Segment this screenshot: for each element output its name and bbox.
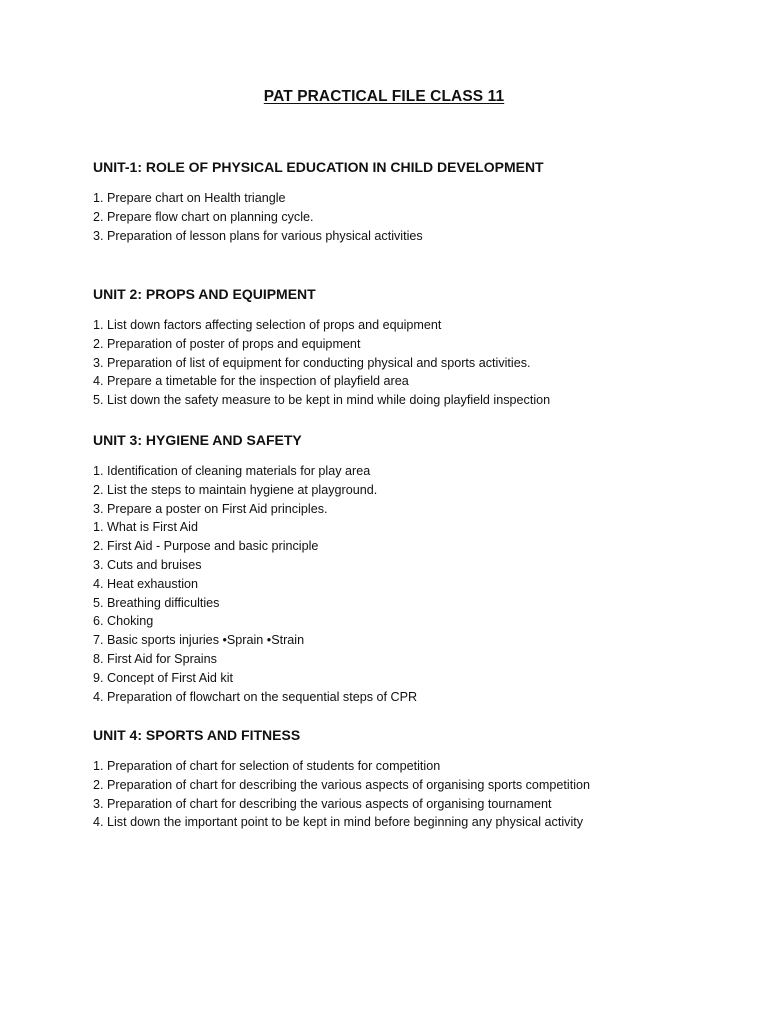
list-item: 7. Basic sports injuries •Sprain •Strain: [93, 633, 305, 648]
list-item: 2. Prepare flow chart on planning cycle.: [93, 209, 314, 224]
list-item: 3. Cuts and bruises: [93, 557, 202, 572]
document-title: PAT PRACTICAL FILE CLASS 11: [263, 88, 505, 105]
list-item: 9. Concept of First Aid kit: [93, 670, 233, 685]
list-item: 1. Preparation of chart for selection of students for competition: [93, 759, 441, 773]
list-item: 5. List down the safety measure to be kept in mind while doing playfield inspection: [93, 393, 551, 408]
list-item: 4. Prepare a timetable for the inspection of playfield area: [93, 374, 409, 389]
list-item: 8. First Aid for Sprains: [93, 651, 217, 666]
list-item: 4. List down the important point to be kept in mind before beginning any physical activity: [93, 815, 584, 830]
list-item: 2. List the steps to maintain hygiene at playground.: [93, 482, 378, 497]
unit-3-section: [93, 430, 693, 706]
list-item: 3. Prepare a poster on First Aid principles.: [93, 501, 328, 516]
unit-3-item-list: [93, 462, 693, 706]
list-item: 5. Breathing difficulties: [93, 595, 220, 610]
unit-2-section: [93, 284, 693, 410]
unit-2-heading: UNIT 2: PROPS AND EQUIPMENT: [93, 286, 316, 302]
unit-4-item-list: [93, 757, 693, 832]
list-item: 1. Prepare chart on Health triangle: [93, 191, 286, 205]
list-item: 1. Identification of cleaning materials for play area: [93, 464, 371, 478]
list-item: 2. First Aid - Purpose and basic principle: [93, 539, 319, 554]
unit-1-item-list: [93, 189, 693, 245]
list-item: 4. Preparation of flowchart on the sequential steps of CPR: [93, 689, 418, 704]
list-item: 4. Heat exhaustion: [93, 576, 199, 591]
unit-1-section: [93, 157, 693, 245]
list-item: 1. List down factors affecting selection of props and equipment: [93, 318, 442, 332]
list-item: 2. Preparation of poster of props and equipment: [93, 336, 361, 351]
unit-1-heading: UNIT-1: ROLE OF PHYSICAL EDUCATION IN CHILD DEVELOPMENT: [93, 159, 544, 175]
list-item: 6. Choking: [93, 614, 154, 629]
list-item: 3. Preparation of lesson plans for various physical activities: [93, 228, 423, 243]
unit-2-item-list: [93, 316, 693, 410]
list-item: 3. Preparation of chart for describing the various aspects of organising tournament: [93, 796, 552, 811]
unit-4-heading: UNIT 4: SPORTS AND FITNESS: [93, 727, 301, 743]
list-item: 2. Preparation of chart for describing the various aspects of organising sports competition: [93, 777, 591, 792]
unit-3-heading: UNIT 3: HYGIENE AND SAFETY: [93, 432, 302, 448]
list-item: 3. Preparation of list of equipment for conducting physical and sports activities.: [93, 355, 531, 370]
unit-4-section: [93, 725, 693, 832]
list-item: 1. What is First Aid: [93, 520, 198, 535]
